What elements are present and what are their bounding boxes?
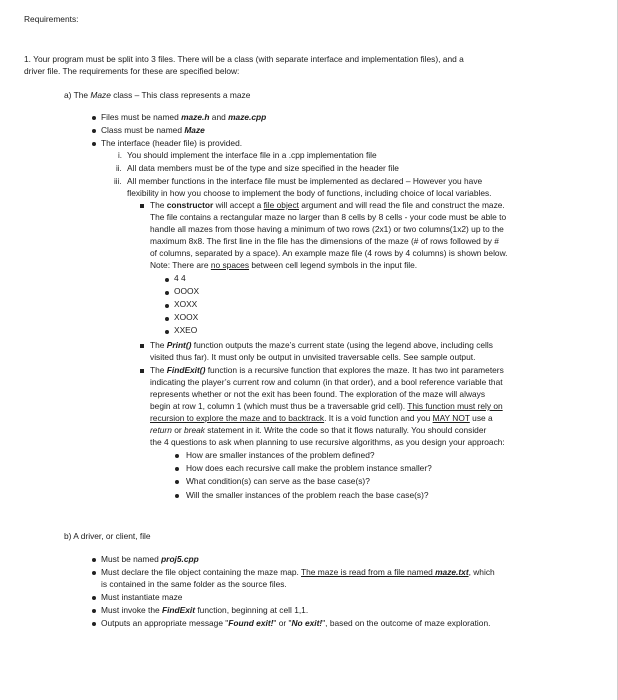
findexit-line-1: The FindExit() function is a recursive function that explores the maze. It has two int parameters (150, 365, 504, 375)
bullet-icon (92, 596, 96, 600)
findexit-line-6: return or break statement in it. Write the code so that it flows naturally. You should consider (150, 425, 487, 435)
bullet-icon (92, 609, 96, 613)
square-bullet-icon (140, 204, 144, 208)
bullet-icon (92, 142, 96, 146)
section-b-title: b) A driver, or client, file (64, 531, 151, 541)
bullet-icon (175, 467, 179, 471)
constructor-line-6: Note: There are no spaces between cell legend symbols in the input file. (150, 260, 418, 270)
driver-name-bullet: Must be named proj5.cpp (101, 554, 199, 564)
bullet-icon (92, 622, 96, 626)
roman-item-3-line-1: All member functions in the interface file must be implemented as declared – However you have (127, 176, 483, 186)
bullet-icon (165, 330, 169, 334)
maze-line: XXEO (174, 325, 198, 335)
recursion-question: How does each recursive call make the problem instance smaller? (186, 463, 432, 473)
file-object-bullet-line-2: is contained in the same folder as the source files. (101, 579, 287, 589)
roman-item-2: All data members must be of the type and size specified in the header file (127, 163, 399, 173)
maze-line: XOOX (174, 312, 199, 322)
square-bullet-icon (140, 369, 144, 373)
recursion-question: Will the smaller instances of the problem reach the base case(s)? (186, 490, 429, 500)
print-line-1: The Print() function outputs the maze’s current state (using the legend above, including cells (150, 340, 493, 350)
output-message-bullet: Outputs an appropriate message "Found exit!" or "No exit!", based on the outcome of maze exploration. (101, 618, 491, 628)
bullet-icon (92, 571, 96, 575)
interface-bullet: The interface (header file) is provided. (101, 138, 243, 148)
findexit-line-7: the 4 questions to ask when planning to use recursive algorithms, as you design your approach: (150, 437, 505, 447)
heading: Requirements: (24, 14, 79, 24)
findexit-line-3: represents whether or not the exit has been found. The exploration of the maze will always (150, 389, 486, 399)
recursion-question: What condition(s) can serve as the base case(s)? (186, 476, 370, 486)
square-bullet-icon (140, 344, 144, 348)
constructor-line-5: of columns, separated by a space). An example maze file (4 rows by 4 columns) is shown below. (150, 248, 508, 258)
bullet-icon (175, 480, 179, 484)
invoke-bullet: Must invoke the FindExit function, beginning at cell 1,1. (101, 605, 309, 615)
bullet-icon (175, 494, 179, 498)
print-line-2: visited thus far). It must only be output in unvisited traversable cells. See sample output. (150, 352, 476, 362)
constructor-line-3: handle all mazes from those having a minimum of two rows (2x1) or two columns(1x2) up to the (150, 224, 504, 234)
bullet-icon (92, 116, 96, 120)
findexit-line-4: begin at row 1, column 1 (which must thus be a traversable grid cell). This function must rely on (150, 401, 503, 411)
constructor-line-1: The constructor will accept a file object argument and will read the file and construct the maze. (150, 200, 505, 210)
intro-line-2: driver file. The requirements for these are specified below: (24, 66, 240, 76)
bullet-icon (175, 454, 179, 458)
roman-num-2: ii. (116, 164, 122, 173)
maze-line: XOXX (174, 299, 198, 309)
findexit-line-2: indicating the player’s current row and column (in that order), and a bool reference variable that (150, 377, 503, 387)
section-a-title: a) The Maze class – This class represents a maze (64, 90, 251, 100)
roman-item-1: You should implement the interface file in a .cpp implementation file (127, 150, 377, 160)
instantiate-bullet: Must instantiate maze (101, 592, 183, 602)
bullet-icon (165, 317, 169, 321)
intro-line-1: 1. Your program must be split into 3 files. There will be a class (with separate interface and implementation files), and a (24, 54, 464, 64)
constructor-line-4: maximum 8x8. The first line in the file has the dimensions of the maze (# of rows followed by # (150, 236, 499, 246)
findexit-line-5: recursion to explore the maze and to backtrack. It is a void function and you MAY NOT use a (150, 413, 493, 423)
roman-num-3: iii. (114, 177, 122, 186)
bullet-icon (165, 278, 169, 282)
file-object-bullet: Must declare the file object containing the maze map. The maze is read from a file named maze.txt, which (101, 567, 495, 577)
roman-item-3-line-2: flexibility in how you choose to implement the body of functions, including choice of local variables. (127, 188, 492, 198)
bullet-icon (92, 558, 96, 562)
bullet-icon (92, 129, 96, 133)
bullet-icon (165, 304, 169, 308)
constructor-line-2: The file contains a rectangular maze no larger than 8 cells by 8 cells - your code must be able to (150, 212, 507, 222)
roman-num-1: i. (118, 151, 122, 160)
maze-line: OOOX (174, 286, 200, 296)
maze-line: 4 4 (174, 273, 186, 283)
bullet-icon (165, 291, 169, 295)
files-bullet: Files must be named maze.h and maze.cpp (101, 112, 267, 122)
class-name-bullet: Class must be named Maze (101, 125, 205, 135)
recursion-question: How are smaller instances of the problem defined? (186, 450, 375, 460)
